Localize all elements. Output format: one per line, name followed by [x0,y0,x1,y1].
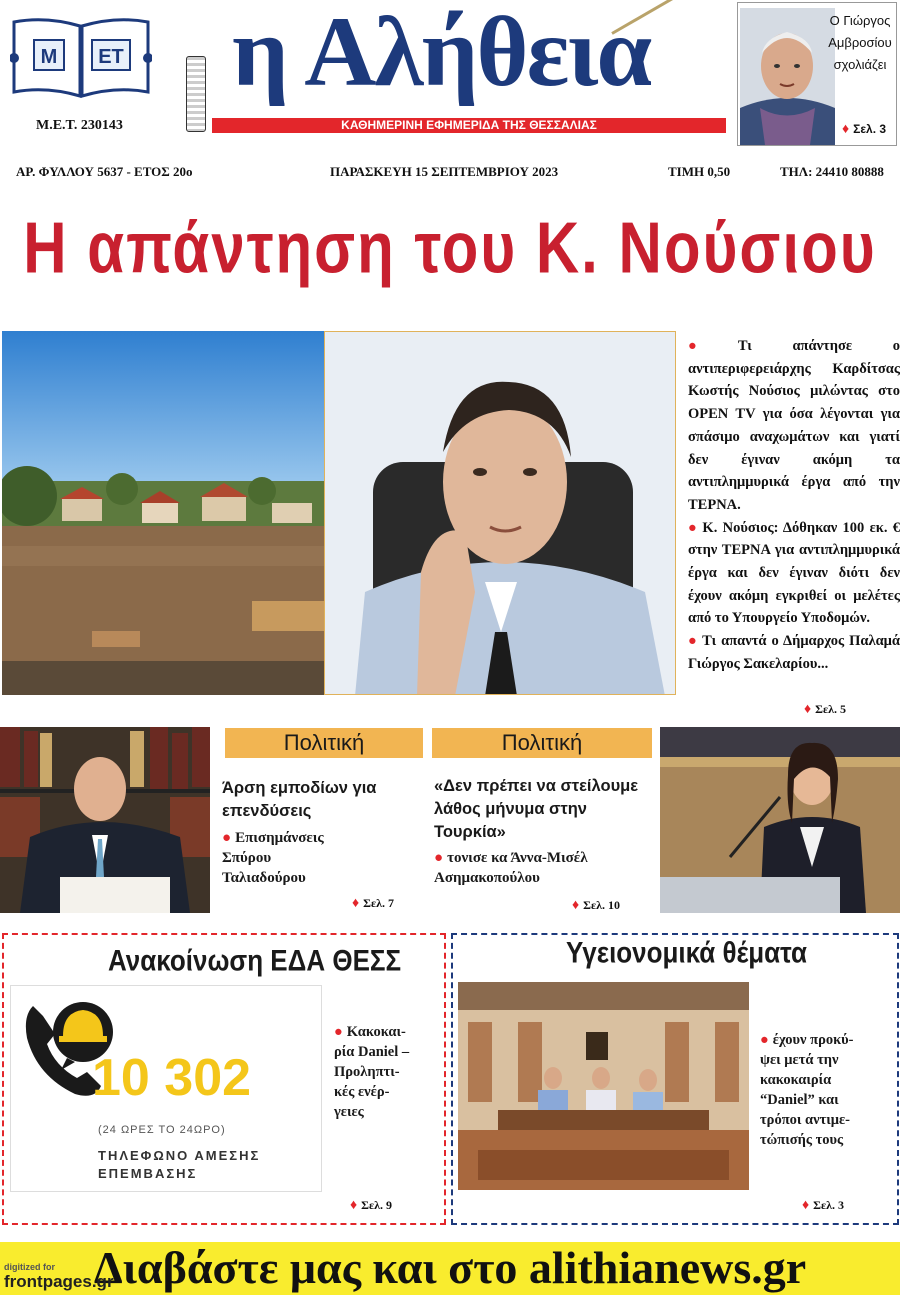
diamond-icon: ♦ [842,120,850,136]
newspaper-title: η Αλήθεια [232,0,651,107]
met-right-letters: ΕΤ [98,46,124,68]
diamond-icon: ♦ [352,896,360,911]
health-story-text: ● έχουν προκύ- ψει μετά την κακοκαιρία “Daniel” και τρόποι αντιμε- τώπισής τους [760,1032,854,1148]
category-tab-politics[interactable]: Πολιτική [225,728,423,758]
met-left-letter: Μ [40,46,58,68]
story-title-investments[interactable]: Άρση εμποδίων για επενδύσεις [222,779,377,820]
flood-photo [2,331,324,695]
lead-bullet: ● Τι απαντά ο Δήμαρχος Παλαμά Γιώργος Σακελαρίου... [688,633,900,672]
diamond-icon: ♦ [804,702,812,717]
story-body-investments: ● Επισημάνσεις Σπύρου Ταλιαδούρου [222,830,324,886]
category-tab-politics-2[interactable]: Πολιτική [432,728,652,758]
lead-bullet: ● Κ. Νούσιος: Δόθηκαν 100 εκ. € στην ΤΕΡΝΑ για αντιπλημμυρικά έργα και δεν έγιναν διότι δεν έχουν ακόμη εγκριθεί οι μελέτες από το Υπουργείο Υποδομών. [688,519,900,627]
eda-hotline-caption: ΤΗΛΕΦΩΝΟ ΑΜΕΣΗΣ ΕΠΕΜΒΑΣΗΣ [98,1148,261,1181]
diamond-icon: ♦ [572,898,580,913]
eda-hotline-hours: (24 ΩΡΕΣ ΤΟ 24ΩΡΟ) [98,1124,226,1136]
lead-summary [688,335,900,676]
diamond-icon: ♦ [802,1198,810,1213]
story-page-ref-turkey[interactable]: ♦ Σελ. 10 [572,898,621,913]
issue-price: ΤΙΜΗ 0,50 [668,164,731,179]
eda-story-text: ● Κακοκαι- ρία Daniel – Προληπτι- κές ενέρ- γειες [334,1024,410,1120]
issue-date: ΠΑΡΑΣΚΕΥΗ 15 ΣΕΠΤΕΜΒΡΙΟΥ 2023 [330,164,559,179]
footer-website-link[interactable]: Διαβάστε μας και στο alithianews.gr [93,1242,807,1293]
author-page-ref[interactable]: ♦ Σελ. 3 [842,120,887,136]
issue-number: ΑΡ. ΦΥΛΛΟΥ 5637 - ΕΤΟΣ 20ο [16,164,193,179]
story-body-turkey: ● τονισε κα Άννα-Μισέλ Ασημακοπούλου [434,850,588,886]
nousios-portrait [324,331,676,695]
eda-box-title: Ανακοίνωση ΕΔΑ ΘΕΣΣ [108,943,402,978]
newspaper-tagline: ΚΑΘΗΜΕΡΙΝΗ ΕΦΗΜΕΡΙΔΑ ΤΗΣ ΘΕΣΣΑΛΙΑΣ [212,118,726,133]
met-logo [10,16,152,102]
digitized-for-label: digitized for [4,1262,55,1272]
story-title-turkey[interactable]: «Δεν πρέπει να στείλουμε λάθος μήνυμα στην Τουρκία» [434,777,639,841]
lead-bullet: ● Τι απάντησε ο αντιπεριφερειάρχης Καρδίτσας Κωστής Νούσιος μιλώντας στο OPEN TV για όσα λέγονται για σπάσιμο αναχωμάτων και γιατί δεν έγιναν ακόμη τα αντιπλημμυρικά έργα από την ΤΕΡΝΑ. [688,338,900,513]
eda-hotline-number: 10 302 [92,1049,252,1107]
asimakopoulou-photo [660,727,900,913]
press-conference-photo [458,982,749,1190]
frontpages-logo: frontpages.gr [4,1272,114,1291]
health-box-title: Υγειονομικά θέματα [566,935,808,970]
diamond-icon: ♦ [350,1198,358,1213]
contact-phone: ΤΗΛ: 24410 80888 [780,164,884,179]
eda-page-ref[interactable]: ♦ Σελ. 9 [350,1198,393,1213]
story-page-ref-investments[interactable]: ♦ Σελ. 7 [352,896,395,911]
health-page-ref[interactable]: ♦ Σελ. 3 [802,1198,845,1213]
author-name: Ο Γιώργος Αμβροσίου σχολιάζει [828,13,892,72]
main-headline[interactable]: Η απάντηση του Κ. Νούσιου [23,207,877,288]
taliadouros-photo [0,727,210,913]
met-code: Μ.Ε.Τ. 230143 [36,118,123,133]
lead-page-ref[interactable]: ♦ Σελ. 5 [804,702,847,717]
esiee-seal [186,56,206,132]
